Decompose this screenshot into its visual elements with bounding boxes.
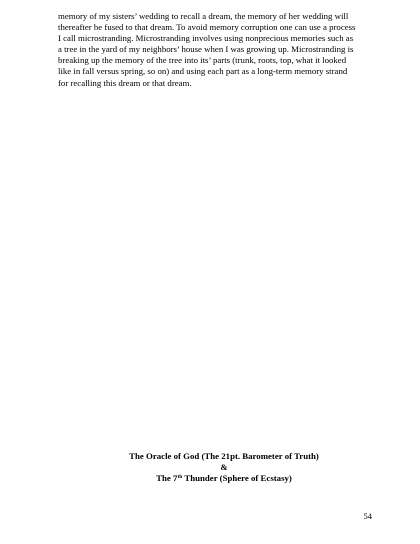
heading-line-title: The Oracle of God (The 21pt. Barometer of Truth)	[129, 451, 319, 461]
body-line: I call microstranding. Microstranding involves using nonprecious memories such as	[58, 33, 354, 44]
body-line: for recalling this dream or that dream.	[58, 77, 192, 88]
heading-subtitle-end: Thunder (Sphere of Ecstasy)	[182, 473, 292, 484]
heading-subtitle-start: The 7	[156, 473, 178, 484]
section-heading	[58, 451, 390, 484]
body-line: like in fall versus spring, so on) and using each part as a long-term memory strand	[58, 66, 348, 77]
page-number: 54	[363, 511, 372, 521]
heading-ordinal-suffix: th	[177, 474, 183, 481]
body-paragraph	[58, 11, 390, 89]
body-line: a tree in the yard of my neighbors’ house when I was growing up. Microstranding is	[58, 44, 354, 55]
heading-line-subtitle	[58, 473, 390, 484]
body-line: memory of my sisters’ wedding to recall a dream, the memory of her wedding will	[58, 11, 349, 21]
body-line: thereafter be fused to that dream. To avoid memory corruption one can use a process	[58, 22, 356, 33]
body-line: breaking up the memory of the tree into its’ parts (trunk, roots, top, what it looked	[58, 55, 347, 66]
heading-line-ampersand: &	[220, 462, 228, 473]
